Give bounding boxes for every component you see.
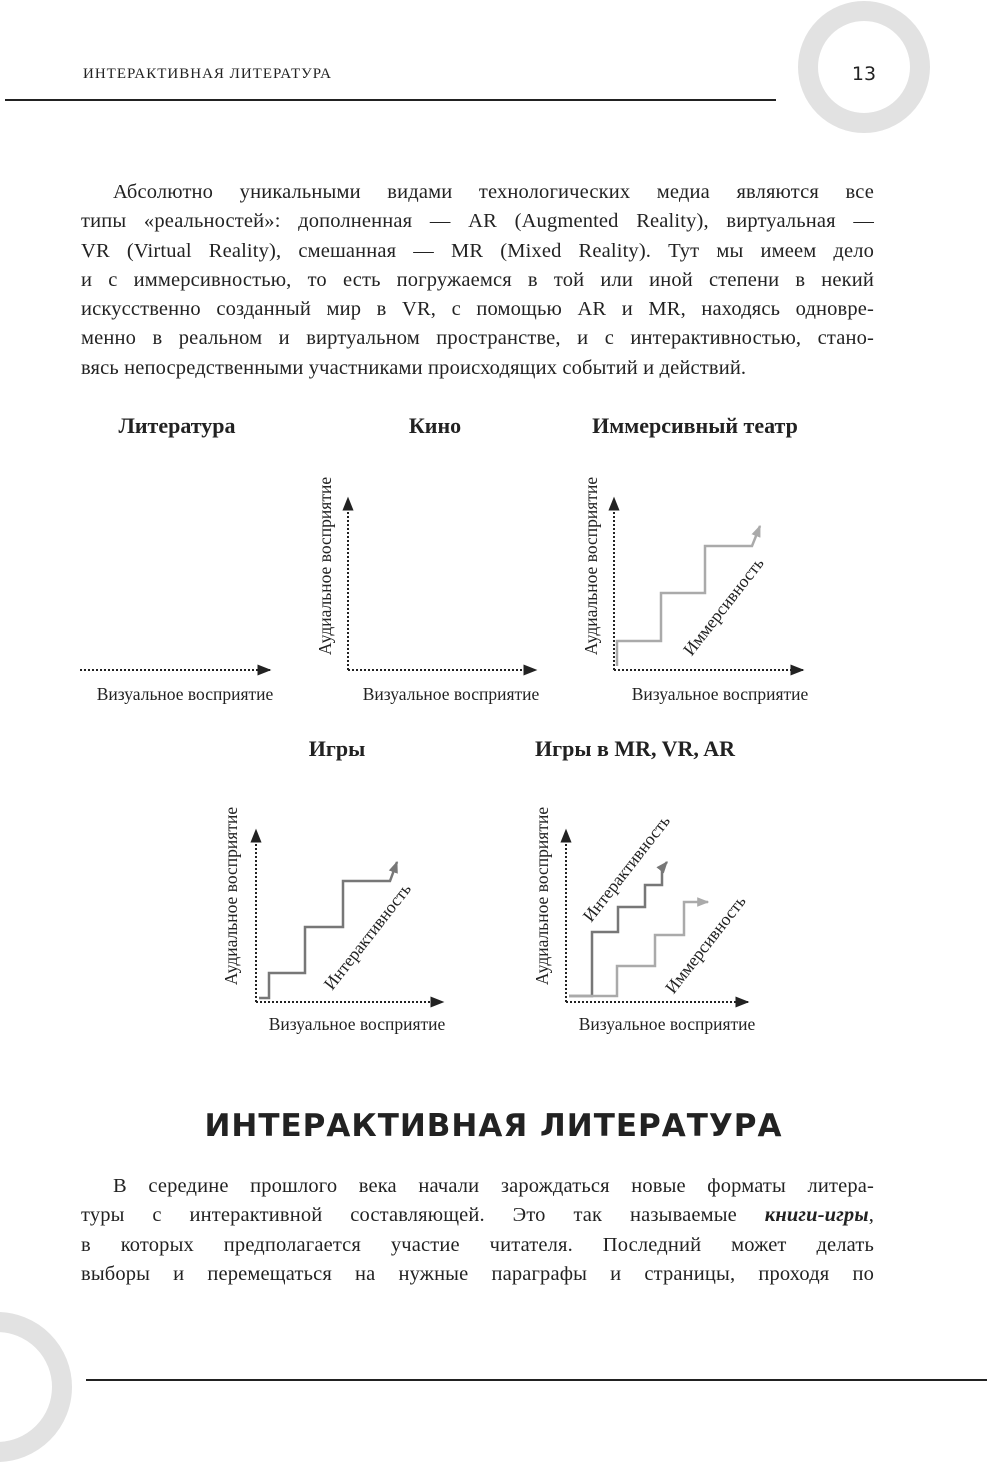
emphasis-term: книги-игры [764,1204,869,1227]
paragraph-line: В середине прошлого века начали зарождаться новые форматы литера- [113,1175,874,1197]
chart-cinema [315,413,540,704]
chart-title: Игры в MR, VR, AR [535,736,735,761]
x-axis-label: Визуальное восприятие [362,684,540,704]
paragraph-line: Абсолютно уникальными видами технологических медиа являются все [113,181,874,203]
chart-literature [80,413,274,704]
running-title: ИНТЕРАКТИВНАЯ ЛИТЕРАТУРА [83,66,332,82]
page-number: 13 [851,63,877,85]
paragraph-line: искусственно созданный мир в VR, с помощью AR и MR, находясь одновре- [81,298,874,321]
y-axis-label: Аудиальное восприятие [532,806,552,986]
curve-label: Интерактивность [319,879,415,994]
curve-label-interactivity: Интерактивность [578,811,674,926]
chart-games-mr-vr-ar [532,736,756,1034]
x-axis-label: Визуальное восприятие [268,1014,446,1034]
chart-title: Литература [118,413,236,438]
chart-immersive-theatre [581,413,809,704]
x-axis-label: Визуальное восприятие [578,1014,756,1034]
paragraph-line: в которых предполагается участие читателя. Последний может делать [81,1233,874,1256]
footer-ring [0,1312,72,1462]
section-heading: ИНТЕРАКТИВНАЯ ЛИТЕРАТУРА [204,1108,783,1144]
y-axis-label: Аудиальное восприятие [221,806,241,986]
curve-label-immersion: Иммерсивность [660,891,750,998]
header-rule [5,99,776,101]
y-axis-label: Аудиальное восприятие [315,476,335,656]
footer-rule [86,1379,987,1381]
x-axis-label: Визуальное восприятие [631,684,809,704]
paragraph-line: вясь непосредственными участниками происходящих событий и действий. [81,356,747,379]
paragraph-line: туры с интерактивной составляющей. Это так называемые книги-игры, [81,1204,874,1227]
paragraph-line: менно в реальном и виртуальном пространстве, и с интерактивностью, стано- [81,327,874,350]
media-perception-diagrams [0,400,987,1050]
chart-title: Иммерсивный театр [592,413,798,438]
y-axis-label: Аудиальное восприятие [581,476,601,656]
paragraph-intro [81,178,874,383]
paragraph-line: типы «реальностей»: дополненная — AR (Augmented Reality), виртуальная — [81,210,874,233]
paragraph-line: и с иммерсивностью, то есть погружаемся в той или иной степени в некий [81,268,874,291]
curve-label: Иммерсивность [678,553,768,660]
paragraph-line: выборы и перемещаться на нужные параграфы и страницы, проходя по [81,1262,874,1285]
x-axis-label: Визуальное восприятие [96,684,274,704]
paragraph-line: VR (Virtual Reality), смешанная — MR (Mixed Reality). Тут мы имеем дело [81,239,874,262]
paragraph-interactive-literature [81,1172,874,1289]
chart-games [221,736,446,1034]
chart-title: Игры [308,736,366,761]
chart-title: Кино [408,413,462,438]
